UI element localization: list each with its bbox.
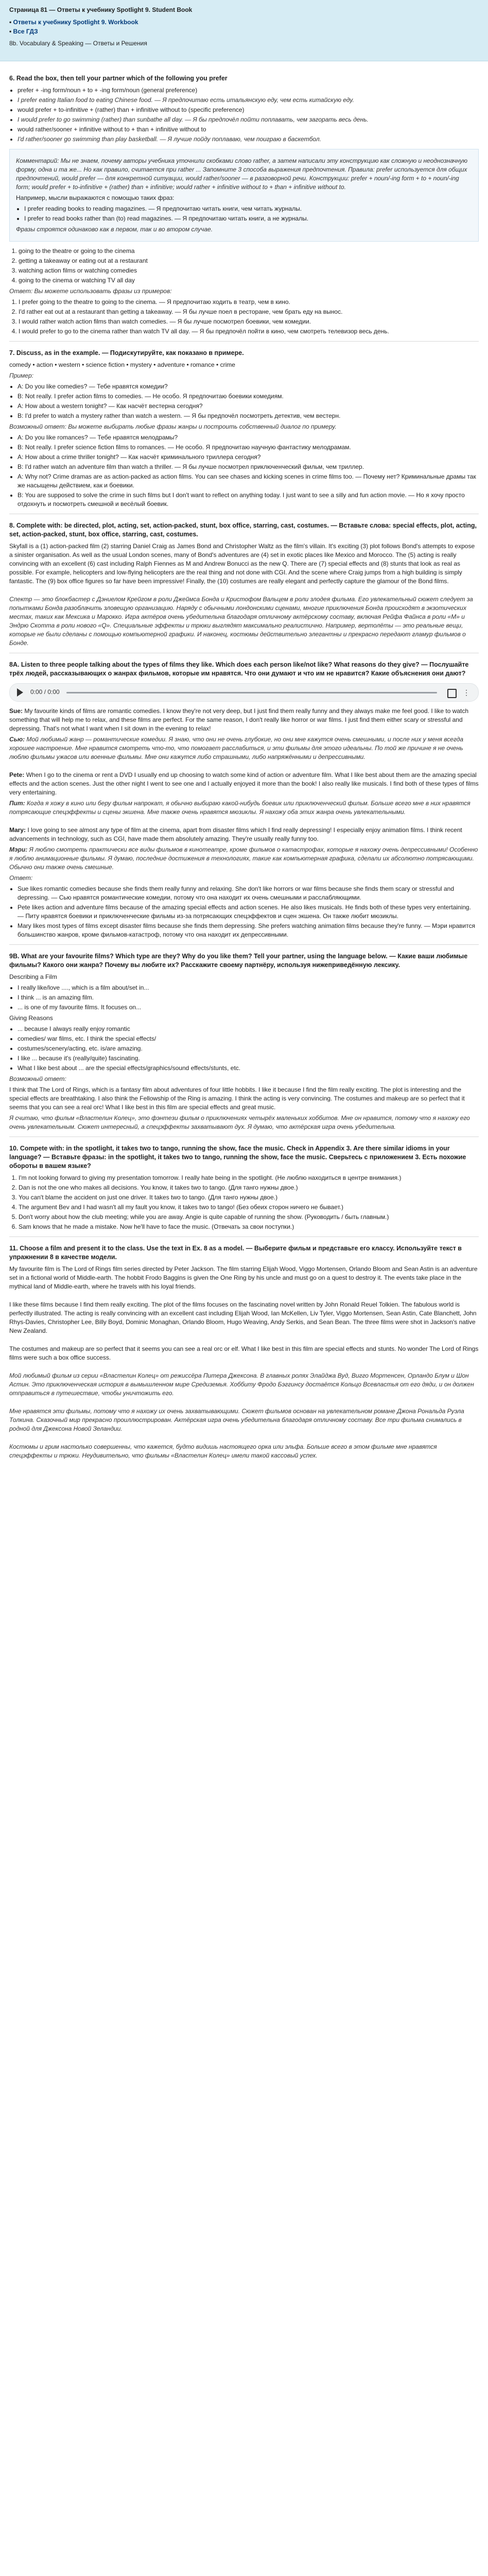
note-box [9,149,479,242]
list-item: • What I like best about ... are the special effects/graphics/sound effects/stunts, etc. [18,1064,479,1073]
speech-block [9,707,479,733]
answer-label: Возможный ответ: [9,1075,66,1082]
example-list [9,382,479,420]
list-item: • I prefer eating Italian food to eating Chinese food. — Я предпочитаю есть итальянскую еду, чем есть китайскую еду. [18,96,479,105]
speaker-name: Sue: [9,707,23,715]
list-item: 2. Dan is not the one who makes all decisions. You know, it takes two to tango. (Для танго нужны двое.) [19,1183,479,1192]
speech-text: My favourite kinds of films are romantic comedies. I know they're not very deep, but I just find them really funny and they always make me feel good. I like to watch something that will help me to relax, and these films are perfect. For the same reason, I don't really like horror or war films. I just find them either scary or stressful and depressing. That's not what I want when I sit down in the evening to relax! [9,707,469,732]
speaker-name: Сью: [9,736,25,743]
list-item: • costumes/scenery/acting, etc. is/are amazing. [18,1044,479,1053]
speaker-name: Pete: [9,771,25,778]
note-list [16,205,472,223]
list-item: • A: Do you like romances? — Тебе нравятся мелодрамы? [18,433,479,442]
list-item: 3. watching action films or watching comedies [19,266,479,275]
list-item: • comedies/ war films, etc. I think the special effects/ [18,1035,479,1043]
list-item: • ... is one of my favourite films. It focuses on... [18,1003,479,1012]
answer-label: Ответ: Вы можете использовать фразы из примеров: [9,287,172,295]
list-item: • prefer + -ing form/noun + to + -ing form/noun (general preference) [18,86,479,95]
section-title: 7. Discuss, as in the example. — Подискутируйте, как показано в примере. [9,349,244,357]
model-paragraph: I like these films because I find them really exciting. The plot of the films focuses on the fascinating novel written by John Ronald Reuel Tolkien. The fabulous world is perfectly illustrated. The acting is really convincing with an excellent cast including Elijah Wood, Ian McKellen, Liv Tyler, Viggo Mortensen, Sean Astin, Cate Blanchett, John Rhys-Davies, Christopher Lee, Billy Boyd, Dominic Monaghan, Orlando Bloom, Hugo Weaving, Andy Serkis, and Sean Bean. The three films were shot in Jackson's native New Zealand. [9,1301,477,1334]
answer-translation: Я считаю, что фильм «Властелин Колец», это фэнтези фильм о приключениях четырёх маленьких хоббитов. Мне он нравится, потому что я нахожу его очень увлекательным. Сюжет интересный, а спецэффекты захватывают дух. Я думаю, что актёрская игра очень убедительна. [9,1114,470,1130]
list-item: 5. Don't worry about how the club meeting; while you are away. Angie is quite capable of running the show. (Руководить / быть главным.) [19,1213,479,1222]
list-item: 2. I'd rather eat out at a restaurant than getting a takeaway. — Я бы лучше поел в ресторане, чем брать еду на вынос. [19,308,479,316]
answer-label: Возможный ответ: Вы можете выбирать любые фразы жанры и построить собственный диалог по примеру. [9,423,337,430]
speech-block [9,826,479,843]
list-item: • Mary likes most types of films except disaster films because she finds them depressing. She prefers watching animation films because they're funny. — Мэри нравится большинство жанров, кроме фильмов-катастроф, потому что она находит их депрессивными. [18,922,479,939]
header-bar [0,0,488,61]
note-text: Фразы строятся одинаково как в первом, так и во втором случае. [16,226,213,233]
speech-text: When I go to the cinema or rent a DVD I usually end up choosing to watch some kind of action or adventure film. What I like best about them are the amazing special effects and the action scenes. Just the other night I went to see one and I actually enjoyed it more than the book! I also really like musicals. I find both of these types of films very entertaining. [9,771,479,796]
audio-time: 0:00 / 0:00 [30,688,60,696]
list-item: • A: How about a crime thriller tonight? — Как насчёт криминального триллера сегодня? [18,453,479,462]
more-menu-icon[interactable]: ⋮ [463,688,470,697]
section-title: 9B. What are your favourite films? Which type are they? Why do you like them? Tell your partner, using the language below. — Какие ваши любимые фильмы? Какого они жанра? Почему вы любите их? Расскажите своему партнёру, используя нижеприведённую лексику. [9,953,468,969]
list-item: • I think ... is an amazing film. [18,993,479,1002]
reasons-label: Giving Reasons [9,1014,53,1022]
list-item: • I prefer reading books to reading magazines. — Я предпочитаю читать книги, чем читать журналы. [24,205,472,213]
answer-list [9,433,479,509]
divider [9,341,479,342]
example-label: Пример: [9,372,33,379]
desc-label: Describing a Film [9,973,57,980]
list-item: • I like ... because it's (really/quite) fascinating. [18,1054,479,1063]
answer-list [9,298,479,336]
desc-list [9,984,479,1012]
list-item: 4. The argument Bev and I had wasn't all my fault you know, it takes two to tango! (Без обеих сторон ничего не бывает.) [19,1203,479,1212]
answer-list [9,885,479,939]
section-title: 11. Choose a film and present it to the class. Use the text in Ex. 8 as a model. — Выберите фильм и представьте его классу. Используйте текст в упражнении 8 в качестве модели. [9,1245,462,1261]
list-item: 3. You can't blame the accident on just one driver. It takes two to tango. (Для танго нужны двое.) [19,1193,479,1202]
list-item: • B: You are supposed to solve the crime in such films but I don't want to reflect on anything today. I just want to see a silly and fun action movie. — Но я хочу просто отдохнуть и посмотреть смешной и весёлый боевик. [18,491,479,509]
section-title: 8. Complete with: be directed, plot, acting, set, action-packed, stunt, box office, starring, cast, costumes. — Вставьте слова: special effects, plot, acting, set, action-packed, stunt, box office, starring, cast, costumes. [9,522,477,538]
idiom-list [9,1174,479,1231]
list-item: • B: Not really. I prefer science fiction films to romances. — Не особо. Я предпочитаю научную фантастику мелодрамам. [18,443,479,452]
list-item: 4. going to the cinema or watching TV all day [19,276,479,285]
list-item: 1. I prefer going to the theatre to going to the cinema. — Я предпочитаю ходить в театр, чем в кино. [19,298,479,307]
translation-text: Спектр — это блокбастер с Дэниелом Крейгом в роли Джеймса Бонда и Кристофом Вальцем в роли злодея фильма. Его увлекательный сюжет следует за попытками Бонда разоблачить зловещую организацию. Наряду с обычными лондонскими сценами, многие приключения Бонда происходят в экзотических местах, таких как Мексика и Марокко. Игра актёров очень убедительна благодаря отличному актёрскому составу, включая Рейфа Файнса в роли «М» и Эндрю Скотта в роли нового «Q». Специальные эффекты и трюки выглядят максимально реалистично. Например, вертолёты — это реальные вещи, которые не были сделаны с помощью компьютерной графики. И наконец, костюмы действительно элегантны и прекрасно передают гламур фильмов о Бонде. [9,596,473,647]
task-list [9,247,479,285]
speaker-name: Mary: [9,826,26,834]
audio-player[interactable] [9,683,479,702]
speech-text: Когда я хожу в кино или беру фильм напрокат, я обычно выбираю какой-нибудь боевик или приключенческий фильм. Больше всего мне в них нравятся потрясающие спецэффекты и сцены экшена. Мне также очень нравятся мюзиклы. Я нахожу оба этих жанра очень увлекательными. [9,800,470,816]
link-workbook[interactable]: • Ответы к учебнику Spotlight 9. Workbook [9,18,479,27]
header-links [9,18,479,36]
list-item: • I would prefer to go swimming (rather) than sunbathe all day. — Я бы предпочёл пойти поплавать, чем загорать весь день. [18,115,479,124]
genres-line: comedy • action • western • science fiction • mystery • adventure • romance • crime [9,361,235,368]
list-item: • Pete likes action and adventure films because of the amazing special effects and action scenes. He also likes musicals. He finds both of these types very entertaining. — Питу нравятся боевики и приключенческие фильмы из-за потрясающих спецэффектов и сцен экшена. Он также любит мюзиклы. [18,903,479,921]
page-subtitle: 8b. Vocabulary & Speaking — Ответы и Решения [9,40,147,47]
list-item: • I really like/love ...., which is a film about/set in... [18,984,479,992]
volume-icon[interactable] [447,689,457,698]
list-item: • would prefer + to-infinitive + (rather) than + infinitive without to (specific preference) [18,106,479,114]
list-item: • B: I'd rather watch an adventure film than watch a thriller. — Я бы лучше посмотрел приключенческий фильм, чем триллер. [18,463,479,471]
link-all-gdz[interactable]: • Все ГДЗ [9,27,479,36]
list-item: 3. I would rather watch action films than watch comedies. — Я бы лучше посмотрел боевики, чем комедии. [19,317,479,326]
divider [9,1236,479,1237]
audio-progress-track[interactable] [66,692,437,693]
speech-block [9,845,479,872]
model-paragraph: The costumes and makeup are so perfect that it seems you can see a real orc or elf. What I like best in this film are special effects and stunts. No wonder The Lord of Rings films were such a box office success. [9,1345,479,1361]
speech-block [9,799,479,817]
list-item: • I'd rather/sooner go swimming than play basketball. — Я лучше пойду поплаваю, чем поиграю в баскетбол. [18,135,479,144]
speech-block [9,771,479,797]
translation-paragraph: Мой любимый фильм из серии «Властелин Колец» от режиссёра Питера Джексона. В главных ролях Элайджа Вуд, Вигго Мортенсен, Орландо Блум и Шон Астин. Это приключенческая история в вымышленном мире Средиземья. Хоббиту Фродо Бэггинсу достаётся Кольцо Всевластья от его дяди, и он должен отправиться в путешествие, чтобы уничтожить его. [9,1372,474,1397]
list-item: 6. Sam knows that he made a mistake. Now he'll have to face the music. (Отвечать за свои поступки.) [19,1223,479,1231]
list-item: • A: How about a western tonight? — Как насчёт вестерна сегодня? [18,402,479,411]
breadcrumb: Страница 81 — Ответы к учебнику Spotlight 9. Student Book [9,6,193,13]
section-title: 10. Compete with: in the spotlight, it takes two to tango, running the show, face the music. Check in Appendix 3. Are there similar idioms in your language? — Вставьте фразы: in the spotlight, it takes two to tango, running the show, face the music. Сверьтесь с приложением 3. Есть похожие обороты в вашем языке? [9,1145,466,1170]
note-text: Комментарий: Мы не знаем, почему авторы учебника уточнили скобками слово rather, а затем написали эту конструкцию как сложную и неоднозначную форму, одна и та же... Но как правило, считается при rather ... Запомните 3 способа выражения предпочтения. Правила: prefer используется для общих предпочтений, would prefer — для конкретной ситуации, would rather/sooner — в разговорной речи. Конструкции: prefer + noun/-ing form + to + noun/-ing form; would prefer + to-infinitive + (rather) than + infinitive; would rather + infinitive without to + than + infinitive without to. [16,157,468,191]
list-item: 1. going to the theatre or going to the cinema [19,247,479,256]
note-text: Например, мысли выражаются с помощью таких фраз: [16,194,175,201]
list-item: • Sue likes romantic comedies because she finds them really funny and relaxing. She don't like horrors or war films because she finds them scary or stressful and depressing. — Сью нравятся романтические комедии, потому что она находит их очень смешными и расслабляющими. [18,885,479,902]
speaker-name: Пит: [9,800,25,807]
list-item: • B: I'd prefer to watch a mystery rather than watch a western. — Я бы предпочёл посмотреть детектив, чем вестерн. [18,412,479,420]
list-item: 4. I would prefer to go to the cinema rather than watch TV all day. — Я бы предпочёл пойти в кино, чем смотреть телевизор весь день. [19,327,479,336]
model-paragraph: My favourite film is The Lord of Rings film series directed by Peter Jackson. The film starring Elijah Wood, Viggo Mortensen, Orlando Bloom and Sean Astin is an adventure set in a fictional world of Middle-earth. The hobbit Frodo Baggins is given the One Ring by his uncle and must go on a quest to destroy it. The events take place in the mythical land of Middle-earth, where he travels with his loyal friends. [9,1265,478,1290]
list-item: 1. I'm not looking forward to giving my presentation tomorrow. I really hate being in the spotlight. (Не люблю находиться в центре внимания.) [19,1174,479,1182]
list-item: 2. getting a takeaway or eating out at a restaurant [19,257,479,265]
exercise-text: Skyfall is a (1) action-packed film (2) starring Daniel Craig as James Bond and Christopher Waltz as the film's villain. It's exciting (3) plot follows Bond's attempts to expose a sinister organisation. As well as the usual London scenes, many of Bond's adventures are (4) set in exotic places like Mexico and Morocco. The (5) acting is really convincing with an excellent (6) cast including Ralph Fiennes as M and Andrew Bonucci as the new Q. There are (7) special effects and (8) stunts that look as real as possible. For example, helicopters and low-flying helicopters are the real thing and not done with CGI. And the scene where Craig jumps from a high building is simply fantastic. The (9) box office figures so far have been impressive! Finally, the (10) costumes are really elegant and perfectly capture the glamour of the Bond films. [9,543,475,585]
list-item: • A: Do you like comedies? — Тебе нравятся комедии? [18,382,479,391]
translation-paragraph: Мне нравятся эти фильмы, потому что я нахожу их очень захватывающими. Сюжет фильмов основан на увлекательном романе Джона Рональда Руэла Толкина. Сказочный мир прекрасно проиллюстрирован. Актёрская игра очень убедительна благодаря отличному составу. Все три фильма снимались в родной для Джексона Новой Зеландии. [9,1408,464,1432]
answer-text: I think that The Lord of Rings, which is a fantasy film about adventures of four little hobbits. I like it because I find the film really exciting. The plot is interesting and the special effects are breathtaking. I also think the Fellowship of the Ring is amazing. I think the acting is very convincing. The costumes and makeup are so perfect that it seems that you can see a real orc! What I like best in this film are special effects and great music. [9,1086,465,1111]
translation-paragraph: Костюмы и грим настолько совершенны, что кажется, будто видишь настоящего орка или эльфа. Больше всего в этом фильме мне нравятся спецэффекты и трюки. Неудивительно, что фильмы «Властелин Колец» имели такой кассовый успех. [9,1443,437,1459]
content [9,67,479,1462]
section-title: 8A. Listen to three people talking about the types of films they like. Which does each person like/not like? What reasons do they give? — Послушайте трёх людей, рассказывающих о жанрах фильмов, которые им нравятся. Что они думают и что им не нравится? Какие объяснения они дают? [9,661,469,677]
play-icon[interactable] [17,688,23,697]
speech-text: Я люблю смотреть практически все виды фильмов в кинотеатре, кроме фильмов о катастрофах, которые я нахожу очень депрессивными! Особенно я люблю анимационные фильмы. Я думаю, последние достижения в технологиях, такие как компьютерная графика, сделали их абсолютно потрясающими. Обычно они также очень смешные. [9,846,478,871]
speaker-name: Мэри: [9,846,28,853]
list-item: • would rather/sooner + infinitive without to + than + infinitive without to [18,125,479,134]
speech-text: I love going to see almost any type of film at the cinema, apart from disaster films which I find really depressing! I especially enjoy animation films. I think recent advancements in technology, such as CGI, have made them absolutely amazing. They're usually really funny too. [9,826,462,842]
rules-list [9,86,479,144]
section-title: 6. Read the box, then tell your partner which of the following you prefer [9,75,228,82]
divider [9,944,479,945]
speech-text: Мой любимый жанр — романтические комедии. Я знаю, что они не очень глубокие, но они мне кажутся очень смешными, и после них у меня всегда хорошее настроение. Мне нравится смотреть что-то, что помогает расслабиться, и эти фильмы для этого идеальны. По той же причине я не очень люблю фильмы ужасов или военные фильмы. Мне они кажутся либо страшными, либо напряжёнными и депрессивными. [9,736,464,760]
reasons-list [9,1025,479,1073]
speech-block [9,735,479,761]
answer-label: Ответ: [9,874,33,882]
list-item: • ... because I always really enjoy romantic [18,1025,479,1033]
list-item: • B: Not really. I prefer action films to comedies. — Не особо. Я предпочитаю боевики комедиям. [18,392,479,401]
list-item: • A: Why not? Crime dramas are as action-packed as action films. You can see chases and kicking scenes in crime films too. — Почему нет? Криминальные драмы так же насыщены действием, как и боевики. [18,472,479,490]
list-item: • I prefer to read books rather than (to) read magazines. — Я предпочитаю читать книги, а не журналы. [24,214,472,223]
